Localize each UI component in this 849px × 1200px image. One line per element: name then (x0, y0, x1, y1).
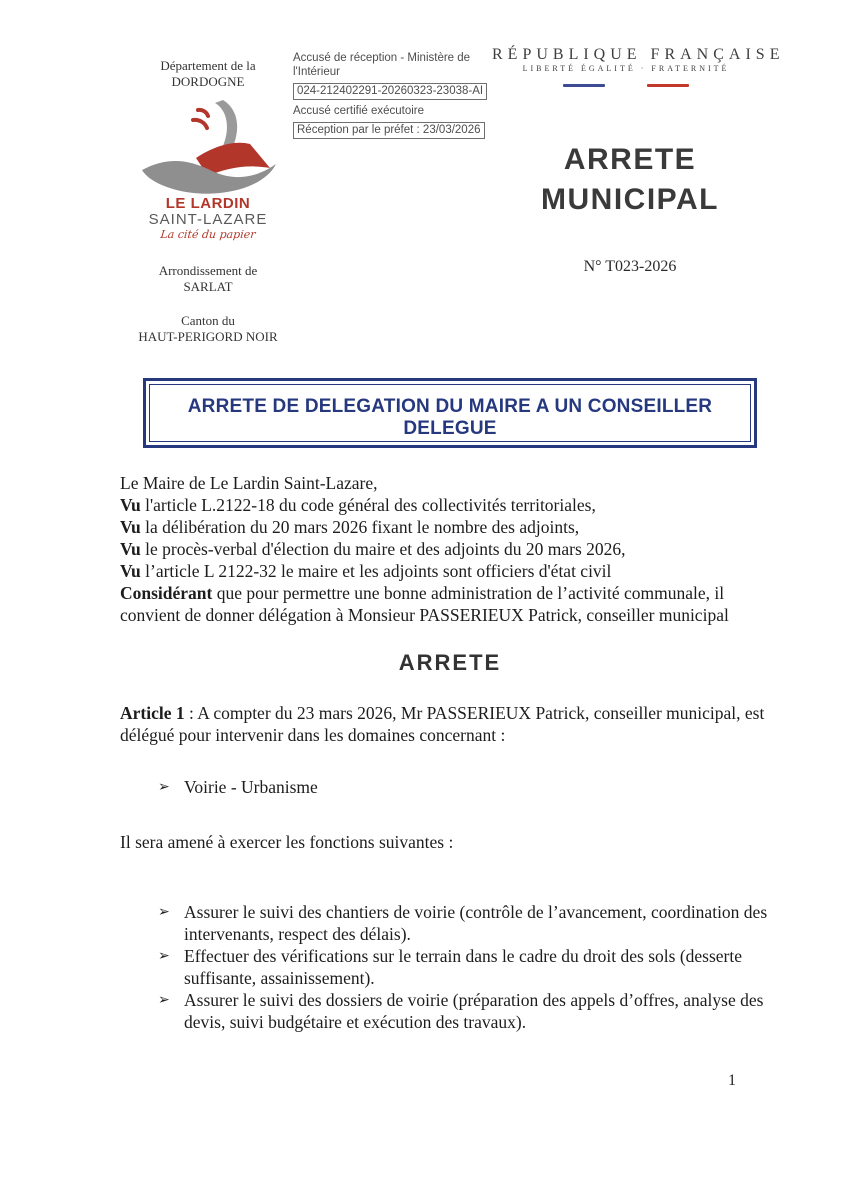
departement-label (128, 58, 288, 90)
clause-lead: Considérant (120, 583, 213, 603)
page-number: 1 (728, 1072, 736, 1089)
vu-clause (120, 516, 780, 538)
domain-bullet (120, 776, 780, 798)
vu-clause (120, 560, 780, 582)
arrondissement-label (128, 263, 288, 295)
document-title-line2: MUNICIPAL (541, 183, 719, 216)
departement-line1: Département de la (160, 58, 256, 73)
function-item-text: Effectuer des vérifications sur le terrain dans le cadre du droit des sols (desserte suffisante, assainissement). (184, 946, 743, 988)
republique-title: RÉPUBLIQUE FRANÇAISE (492, 46, 785, 63)
clause-text: le procès-verbal d'élection du maire et des adjoints du 20 mars 2026, (140, 539, 626, 559)
vu-clause (120, 538, 780, 560)
stamp-reception-date: Réception par le préfet : 23/03/2026 (293, 122, 485, 139)
article-1-lead: Article 1 (120, 703, 185, 723)
logo-tagline: La cité du papier (159, 228, 257, 241)
document-body (120, 472, 780, 1033)
function-item (120, 989, 780, 1033)
clause-text: l'article L.2122-18 du code général des collectivités territoriales, (140, 495, 596, 515)
logo-commune-name-line1: LE LARDIN (165, 195, 251, 212)
reception-stamp (293, 51, 508, 143)
function-item (120, 945, 780, 989)
document-title (505, 140, 755, 220)
preamble-intro: Le Maire de Le Lardin Saint-Lazare, (120, 473, 378, 493)
departement-line2: DORDOGNE (171, 74, 245, 89)
domain-bullet-text: Voirie - Urbanisme (184, 777, 318, 797)
article-1 (120, 702, 780, 746)
logo-commune-name-line2: SAINT-LAZARE (148, 211, 268, 228)
clause-text: la délibération du 20 mars 2026 fixant le nombre des adjoints, (140, 517, 580, 537)
canton-line1: Canton du (181, 313, 235, 328)
clause-lead: Vu (120, 539, 141, 559)
function-item-text: Assurer le suivi des dossiers de voirie (préparation des appels d’offres, analyse des devis, suivi budgétaire et exécution des travaux). (184, 990, 764, 1032)
stamp-line1: Accusé de réception - Ministère de l'Intérieur (293, 52, 471, 78)
article-1-text: : A compter du 23 mars 2026, Mr PASSERIEUX Patrick, conseiller municipal, est délégué pour intervenir dans les domaines concernant : (120, 703, 765, 745)
arrow-bullet-icon: ➢ (158, 904, 170, 920)
clause-lead: Vu (120, 495, 141, 515)
arrondissement-line2: SARLAT (183, 279, 233, 294)
flag-blue-stroke (563, 84, 605, 87)
subject-title: ARRETE DE DELEGATION DU MAIRE A UN CONSEILLER DELEGUE (187, 396, 713, 439)
clause-lead: Vu (120, 561, 141, 581)
subject-box (143, 378, 757, 448)
stamp-line2: Accusé certifié exécutoire (293, 105, 425, 117)
functions-intro: Il sera amené à exercer les fonctions suivantes : (120, 832, 454, 852)
stamp-acte-id: 024-212402291-20260323-23038-AI (293, 83, 487, 100)
commune-header (128, 58, 288, 345)
clause-lead: Vu (120, 517, 141, 537)
flag-strokes (492, 84, 760, 87)
republique-block (492, 46, 785, 87)
arrow-bullet-icon: ➢ (158, 779, 170, 795)
function-item (120, 901, 780, 945)
vu-clause (120, 494, 780, 516)
arrondissement-line1: Arrondissement de (158, 263, 258, 278)
document-number: N° T023-2026 (583, 258, 677, 275)
flag-red-stroke (647, 84, 689, 87)
decree-heading: ARRETE (398, 650, 502, 675)
arrow-bullet-icon: ➢ (158, 948, 170, 964)
republique-motto: LIBERTÉ ÉGALITÉ · FRATERNITÉ (522, 64, 730, 73)
function-item-text: Assurer le suivi des chantiers de voirie (contrôle de l’avancement, coordination des intervenants, respect des délais). (184, 902, 768, 944)
considerant-clause (120, 582, 780, 626)
document-title-line1: ARRETE (563, 143, 697, 176)
canton-line2: HAUT-PERIGORD NOIR (138, 329, 278, 344)
subject-box-inner (149, 384, 751, 442)
canton-label (128, 313, 288, 345)
arrow-bullet-icon: ➢ (158, 992, 170, 1008)
commune-logo-icon (138, 98, 278, 198)
functions-list (120, 901, 780, 1033)
clause-text: que pour permettre une bonne administration de l’activité communale, il convient de donner délégation à Monsieur PASSERIEUX Patrick, conseiller municipal (120, 583, 729, 625)
clause-text: l’article L 2122-32 le maire et les adjoints sont officiers d'état civil (140, 561, 612, 581)
